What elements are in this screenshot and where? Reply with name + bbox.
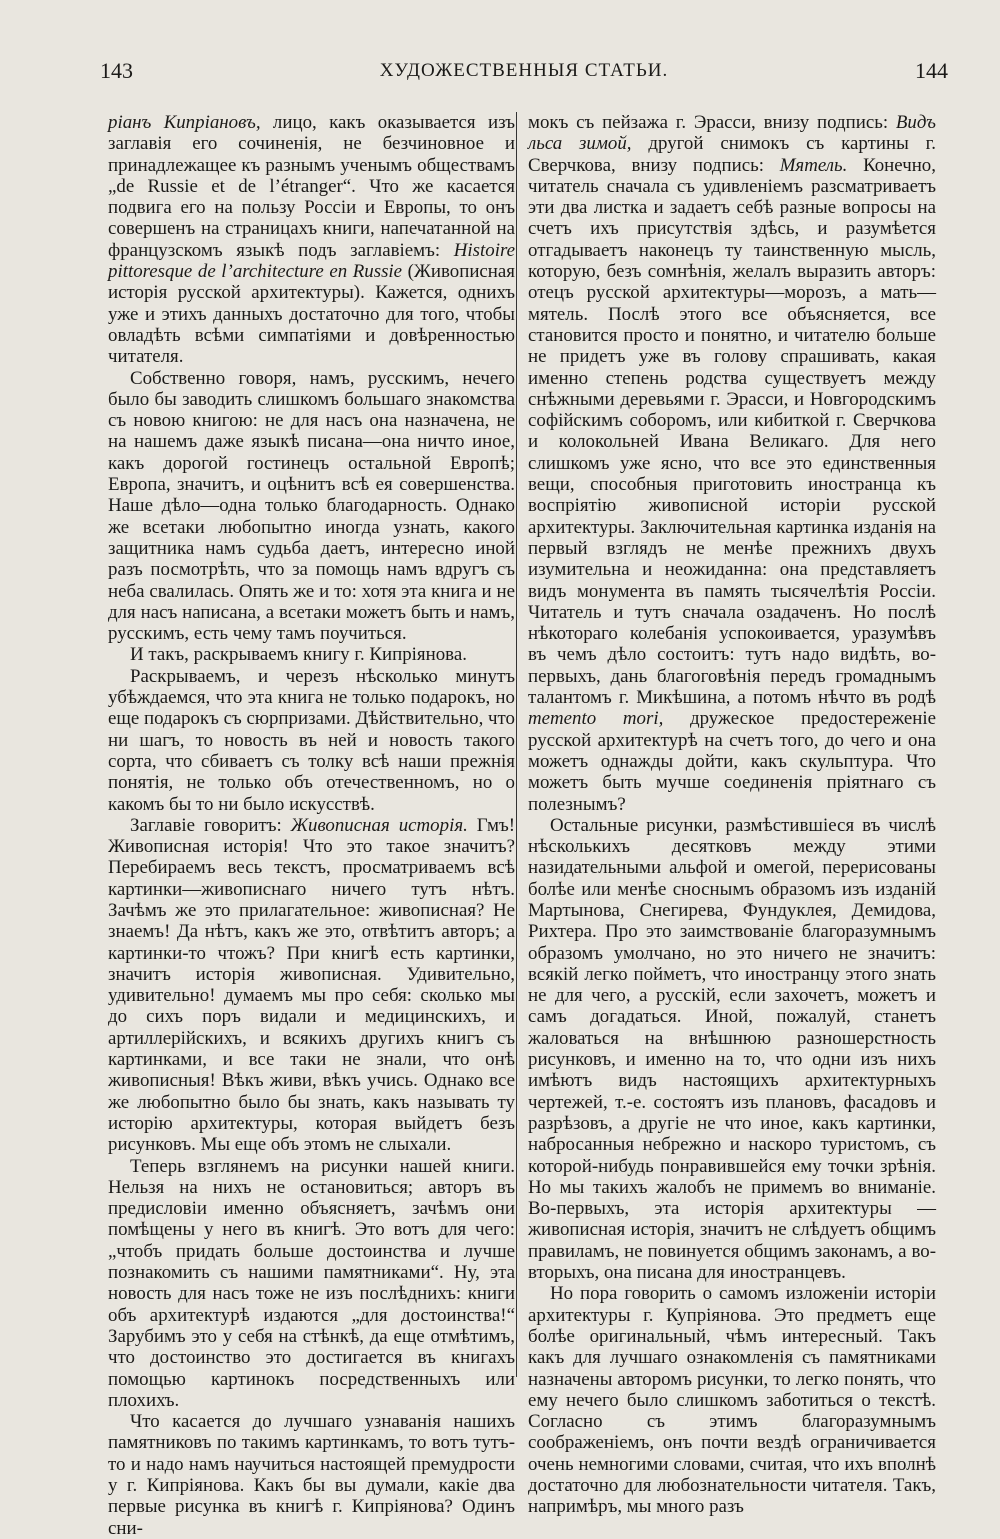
text-run: Теперь взглянемъ на рисунки нашей книги. Нельзя на нихъ не остановиться; авторъ въ предисловіи именно объясняетъ, зачѣмъ они помѣщены у него въ книгѣ. Это вотъ для чего: „чтобъ придать больше достоинства и лучше познакомить съ нашими памятниками“. Ну, эта новость для насъ тоже не изъ послѣднихъ: книги объ архитектурѣ издаются „для достоинства!“ Зарубимъ это у себя на стѣнкѣ, да еще отмѣтимъ, что достоинство это достигается въ книгахъ помощью картинокъ посредственныхъ или плохихъ. xyxy=(108,1155,515,1411)
running-title: ХУДОЖЕСТВЕННЫЯ СТАТЬИ. xyxy=(379,60,669,81)
text-run: И такъ, раскрываемъ книгу г. Кипріянова. xyxy=(130,644,467,666)
paragraph xyxy=(528,815,936,1284)
italic-text: ріанъ Кипріановъ, xyxy=(108,112,261,133)
paragraph xyxy=(528,1283,936,1517)
paragraph xyxy=(108,368,515,645)
column-divider xyxy=(516,112,517,1377)
text-run: дружеское предостереженіе русской архитектурѣ на счетъ того, до чего и она можетъ однажды дойти, какъ скульптура. Что можетъ быть мучше соединенія пріятнаго съ полезнымъ? xyxy=(528,708,936,815)
italic-text: Histoire pittoresque de l’architecture en Russie xyxy=(108,239,515,283)
text-run: Раскрываемъ, и черезъ нѣсколько минутъ убѣждаемся, что эта книга не только подарокъ, но еще подарокъ съ сюрпризами. Дѣйствительно, что ни шагъ, то новость въ ней и новость такого сорта, что сбиваетъ съ толку всѣ наши прежнія понятія, не только объ отечественномъ, но о какомъ бы то ни было искусствѣ. xyxy=(108,665,515,815)
italic-text: memento mori, xyxy=(528,708,664,730)
text-run: Но пора говорить о самомъ изложеніи исторіи архитектуры г. Купріянова. Это предметъ еще болѣе оригинальный, чѣмъ интересный. Такъ какъ для лучшаго ознакомленія съ памятниками назначены авторомъ рисунки, то легко понять, что ему нечего было слишкомъ заботиться о текстѣ. Согласно съ этимъ благоразумнымъ соображеніемъ, онъ почти вездѣ ограничивается очень немногими словами, считая, что ихъ вполнѣ достаточно для любознательности читателя. Такъ, напримѣръ, мы много разъ xyxy=(528,1283,936,1518)
text-run: Собственно говоря, намъ, русскимъ, нечего было бы заводить слишкомъ большаго знакомства съ новою книгою: не для насъ она назначена, не на нашемъ даже языкѣ писана—она ничто иное, какъ дорогой гостинецъ остальной Европѣ; Европа, значитъ, и оцѣнитъ всѣ ея совершенства. Наше дѣло—одна только благодарность. Однако же всетаки любопытно иногда узнать, какого защитника намъ судьба даетъ, интересно иной разъ посмотрѣть, что за помощь намъ вдругъ съ неба свалилась. Опять же и то: хотя эта книга и не для насъ написана, а всетаки можетъ быть и намъ, русскимъ, есть чему тамъ поучиться. xyxy=(108,367,515,645)
right-column xyxy=(528,112,936,1518)
text-run: Остальные рисунки, размѣстившіеся въ числѣ нѣсколькихъ десятковъ между этими назидательными альфой и омегой, перерисованы болѣе или менѣе сноснымъ образомъ изъ изданій Мартынова, Снегирева, Фундуклея, Демидова, Рихтера. Про это заимствованіе благоразумнымъ образомъ умолчано, но это ничего не значитъ: всякій легко пойметъ, что иностранцу этого знать не для чего, а русскій, если захочетъ, можетъ и самъ догадаться. Иной, пожалуй, станетъ жаловаться на внѣшнюю разношерстность рисунковъ, и именно на то, что одни изъ нихъ имѣютъ видъ настоящихъ архитектурныхъ чертежей, т.-е. состоятъ изъ плановъ, фасадовъ и разрѣзовъ, а другіе не что иное, какъ картинки, набросанныя небрежно и наскоро туристомъ, съ которой-нибудь понравившейся ему точки зрѣнія. Но мы такихъ жалобъ не примемъ во вниманіе. Во-первыхъ, эта исторія архитектуры — живописная исторія, значитъ не слѣдуетъ общимъ правиламъ, не повинуется общимъ законамъ, а во-вторыхъ, она писана для иностранцевъ. xyxy=(528,814,936,1284)
paragraph xyxy=(108,1156,515,1412)
page-number-left: 143 xyxy=(100,58,133,83)
text-run: Конечно, читатель сначала съ удивленіемъ разсматриваетъ эти два листка и задаетъ себѣ разные вопросы на счетъ ихъ присутствія здѣсь, и разумѣется отгадываетъ наконецъ ту таинственную мысль, которую, безъ сомнѣнія, желалъ выразить авторъ: отецъ русской архитектуры—морозъ, а мать—мятель. Послѣ этого все объясняется, все становится просто и понятно, и читателю больше не придетъ уже въ голову спрашивать, какая именно степень родства существуетъ между снѣжными деревьями г. Эрасси, и Новгородскимъ софійскимъ соборомъ, или кибиткой г. Сверчкова и колокольней Ивана Великаго. Для него слишкомъ уже ясно, что все это единственныя вещи, способныя приготовить иностранца къ воспріятію живописной исторіи русской архитектуры. Заключительная картинка изданія на первый взглядъ не менѣе прежнихъ двухъ изумительна и неожиданна: она представляетъ видъ монумента въ память тысячелѣтія Россіи. Читатель и тутъ сначала озадаченъ. Но послѣ нѣкотораго колебанія успокоивается, уразумѣвъ въ чемъ дѣло состоитъ: тутъ надо видѣть, во-первыхъ, дань благоговѣнія передъ громаднымъ талантомъ г. Микѣшина, а потомъ нѣчто въ родѣ xyxy=(528,154,936,709)
paragraph xyxy=(528,112,936,815)
text-run: (Живописная исторія русской архитектуры). Кажется, однихъ уже и этихъ данныхъ достаточно для того, чтобы овладѣть всѣми симпатіями и довѣренностью читателя. xyxy=(108,261,515,368)
italic-text: Видъ льса зимой, xyxy=(528,112,936,155)
italic-text: Живописная исторія. xyxy=(290,814,468,836)
paragraph xyxy=(108,644,515,665)
page-number-right: 144 xyxy=(915,58,948,83)
paragraph xyxy=(108,815,515,1156)
page-header xyxy=(100,58,948,88)
text-run: Что касается до лучшаго узнаванія нашихъ памятниковъ по такимъ картинкамъ, то вотъ тутъ-то и надо намъ научиться настоящей премудрости у г. Кипріянова. Какъ бы вы думали, какіе два первые рисунка въ книгѣ г. Кипріянова? Одинъ сни- xyxy=(108,1411,515,1539)
italic-text: Мятель. xyxy=(779,154,848,176)
paragraph xyxy=(108,112,515,368)
text-run: другой снимокъ съ картины г. Сверчкова, внизу подпись: xyxy=(528,133,936,176)
text-run: лицо, какъ оказывается изъ заглавія его сочиненія, не безчиновное и принадлежащее къ разнымъ ученымъ обществамъ „de Russie et de l’étranger“. Что же касается подвига его на пользу Россіи и Европы, то онъ совершенъ на страницахъ книги, напечатанной на французскомъ языкѣ подъ заглавіемъ: xyxy=(108,112,515,261)
text-run: Заглавіе говоритъ: xyxy=(130,814,291,836)
paragraph xyxy=(108,1411,515,1539)
text-run: мокъ съ пейзажа г. Эрасси, внизу подпись: xyxy=(528,112,896,133)
left-column xyxy=(108,112,516,1539)
text-run: Гмъ! Живописная исторія! Что это такое значитъ? Перебираемъ весь текстъ, просматриваемъ всѣ картинки—живописнаго ничего тутъ нѣтъ. Зачѣмъ же это прилагательное: живописная? Не знаемъ! Да нѣтъ, какъ же это, отвѣтитъ авторъ; а картинки-то чтожъ? При книгѣ есть картинки, значитъ исторія живописная. Удивительно, удивительно! думаемъ мы про себя: сколько мы до сихъ поръ видали и медицинскихъ, и артиллерійскихъ, и всякихъ другихъ книгъ съ картинками, и все таки не знали, что онѣ живописныя! Вѣкъ живи, вѣкъ учись. Однако все же любопытно было бы знать, какъ называть ту исторію архитектуры, которая выйдетъ безъ рисунковъ. Мы еще объ этомъ не слыхали. xyxy=(108,814,516,1156)
paragraph xyxy=(108,666,515,815)
